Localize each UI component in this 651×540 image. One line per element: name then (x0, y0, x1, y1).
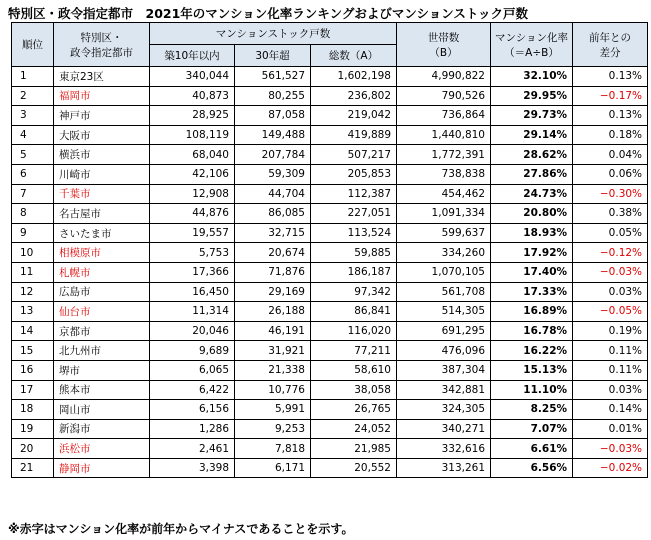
city-name: 広島市 (54, 282, 150, 302)
stock-total-cell: 26,765 (311, 400, 397, 420)
rank-cell: 14 (12, 321, 54, 341)
diff-cell: 0.04% (573, 145, 648, 165)
table-row (12, 106, 648, 126)
diff-cell: 0.11% (573, 341, 648, 361)
households-cell: 342,881 (397, 380, 491, 400)
rank-cell: 21 (12, 458, 54, 478)
rank-cell: 8 (12, 204, 54, 224)
households-cell: 738,838 (397, 164, 491, 184)
households-cell: 332,616 (397, 439, 491, 459)
table-row (12, 223, 648, 243)
stock-total-cell: 186,187 (311, 262, 397, 282)
rank-cell: 13 (12, 302, 54, 322)
stock-within10-cell: 9,689 (150, 341, 235, 361)
stock-total-cell: 219,042 (311, 106, 397, 126)
stock-over30-cell: 7,818 (235, 439, 311, 459)
table-row (12, 360, 648, 380)
header-rate (491, 23, 573, 67)
households-cell: 387,304 (397, 360, 491, 380)
header-region (54, 23, 150, 67)
diff-cell: 0.13% (573, 67, 648, 87)
table-row (12, 125, 648, 145)
diff-cell: 0.13% (573, 106, 648, 126)
header-rank: 順位 (12, 23, 54, 67)
rank-cell: 1 (12, 67, 54, 87)
stock-over30-cell: 32,715 (235, 223, 311, 243)
city-name: 東京23区 (54, 67, 150, 87)
city-name: 北九州市 (54, 341, 150, 361)
households-cell: 1,440,810 (397, 125, 491, 145)
stock-within10-cell: 44,876 (150, 204, 235, 224)
diff-cell: 0.38% (573, 204, 648, 224)
stock-within10-cell: 16,450 (150, 282, 235, 302)
stock-within10-cell: 6,156 (150, 400, 235, 420)
stock-within10-cell: 11,314 (150, 302, 235, 322)
stock-over30-cell: 31,921 (235, 341, 311, 361)
stock-total-cell: 113,524 (311, 223, 397, 243)
households-cell: 736,864 (397, 106, 491, 126)
city-name: 神戸市 (54, 106, 150, 126)
stock-over30-cell: 149,488 (235, 125, 311, 145)
rate-cell: 20.80% (491, 204, 573, 224)
city-name: 京都市 (54, 321, 150, 341)
stock-total-cell: 24,052 (311, 419, 397, 439)
table-body (12, 67, 648, 478)
rate-cell: 28.62% (491, 145, 573, 165)
households-cell: 4,990,822 (397, 67, 491, 87)
rate-cell: 17.92% (491, 243, 573, 263)
households-cell: 561,708 (397, 282, 491, 302)
diff-cell: −0.05% (573, 302, 648, 322)
stock-over30-cell: 207,784 (235, 145, 311, 165)
city-name: 大阪市 (54, 125, 150, 145)
rate-cell: 15.13% (491, 360, 573, 380)
stock-within10-cell: 3,398 (150, 458, 235, 478)
stock-total-cell: 59,885 (311, 243, 397, 263)
diff-cell: 0.19% (573, 321, 648, 341)
households-cell: 334,260 (397, 243, 491, 263)
table-row (12, 282, 648, 302)
rank-cell: 2 (12, 86, 54, 106)
city-name: 相模原市 (54, 243, 150, 263)
stock-over30-cell: 46,191 (235, 321, 311, 341)
rate-cell: 29.14% (491, 125, 573, 145)
header-stock-over30: 30年超 (235, 45, 311, 67)
footnote: ※赤字はマンション化率が前年からマイナスであることを示す。 (8, 522, 354, 536)
stock-within10-cell: 68,040 (150, 145, 235, 165)
rate-cell: 6.61% (491, 439, 573, 459)
rank-cell: 4 (12, 125, 54, 145)
rank-cell: 17 (12, 380, 54, 400)
rate-cell: 17.33% (491, 282, 573, 302)
rate-cell: 29.95% (491, 86, 573, 106)
diff-cell: −0.02% (573, 458, 648, 478)
rate-cell: 29.73% (491, 106, 573, 126)
city-name: 熊本市 (54, 380, 150, 400)
header-rate-line1: マンション化率 (495, 31, 569, 44)
households-cell: 514,305 (397, 302, 491, 322)
households-cell: 1,772,391 (397, 145, 491, 165)
diff-cell: 0.06% (573, 164, 648, 184)
table-row (12, 145, 648, 165)
stock-over30-cell: 21,338 (235, 360, 311, 380)
stock-within10-cell: 1,286 (150, 419, 235, 439)
stock-over30-cell: 5,991 (235, 400, 311, 420)
diff-cell: 0.01% (573, 419, 648, 439)
header-diff-line1: 前年との (589, 31, 632, 44)
rate-cell: 16.89% (491, 302, 573, 322)
households-cell: 1,070,105 (397, 262, 491, 282)
city-name: 浜松市 (54, 439, 150, 459)
households-cell: 340,271 (397, 419, 491, 439)
rank-cell: 3 (12, 106, 54, 126)
rank-cell: 18 (12, 400, 54, 420)
table-row (12, 204, 648, 224)
rate-cell: 7.07% (491, 419, 573, 439)
city-name: さいたま市 (54, 223, 150, 243)
rank-cell: 15 (12, 341, 54, 361)
table-row (12, 184, 648, 204)
stock-over30-cell: 10,776 (235, 380, 311, 400)
rank-cell: 10 (12, 243, 54, 263)
rank-cell: 16 (12, 360, 54, 380)
diff-cell: −0.03% (573, 262, 648, 282)
rank-cell: 5 (12, 145, 54, 165)
stock-total-cell: 116,020 (311, 321, 397, 341)
city-name: 千葉市 (54, 184, 150, 204)
stock-over30-cell: 29,169 (235, 282, 311, 302)
city-name: 札幌市 (54, 262, 150, 282)
city-name: 福岡市 (54, 86, 150, 106)
households-cell: 476,096 (397, 341, 491, 361)
stock-total-cell: 77,211 (311, 341, 397, 361)
stock-total-cell: 205,853 (311, 164, 397, 184)
header-region-line2: 政令指定都市 (70, 46, 133, 59)
rate-cell: 17.40% (491, 262, 573, 282)
households-cell: 599,637 (397, 223, 491, 243)
city-name: 岡山市 (54, 400, 150, 420)
city-name: 新潟市 (54, 419, 150, 439)
table-row (12, 262, 648, 282)
city-name: 仙台市 (54, 302, 150, 322)
stock-within10-cell: 2,461 (150, 439, 235, 459)
rank-cell: 9 (12, 223, 54, 243)
city-name: 川崎市 (54, 164, 150, 184)
table-row (12, 439, 648, 459)
header-households-line1: 世帯数 (427, 31, 460, 44)
table-row (12, 67, 648, 87)
rate-cell: 16.78% (491, 321, 573, 341)
rate-cell: 6.56% (491, 458, 573, 478)
header-households-line2: （B） (429, 46, 458, 59)
table-row (12, 86, 648, 106)
stock-total-cell: 58,610 (311, 360, 397, 380)
stock-total-cell: 227,051 (311, 204, 397, 224)
rank-cell: 20 (12, 439, 54, 459)
stock-total-cell: 1,602,198 (311, 67, 397, 87)
header-rate-line2: （＝A÷B） (504, 46, 559, 59)
diff-cell: −0.17% (573, 86, 648, 106)
city-name: 堺市 (54, 360, 150, 380)
households-cell: 324,305 (397, 400, 491, 420)
stock-within10-cell: 28,925 (150, 106, 235, 126)
rate-cell: 32.10% (491, 67, 573, 87)
stock-within10-cell: 5,753 (150, 243, 235, 263)
stock-within10-cell: 20,046 (150, 321, 235, 341)
header-stock-within10: 築10年以内 (150, 45, 235, 67)
table-row (12, 243, 648, 263)
stock-within10-cell: 12,908 (150, 184, 235, 204)
stock-within10-cell: 340,044 (150, 67, 235, 87)
header-diff (573, 23, 648, 67)
stock-over30-cell: 20,674 (235, 243, 311, 263)
rate-cell: 11.10% (491, 380, 573, 400)
stock-total-cell: 20,552 (311, 458, 397, 478)
stock-within10-cell: 6,065 (150, 360, 235, 380)
stock-over30-cell: 87,058 (235, 106, 311, 126)
table-row (12, 321, 648, 341)
stock-within10-cell: 40,873 (150, 86, 235, 106)
stock-over30-cell: 9,253 (235, 419, 311, 439)
rank-cell: 11 (12, 262, 54, 282)
diff-cell: 0.11% (573, 360, 648, 380)
rate-cell: 24.73% (491, 184, 573, 204)
households-cell: 454,462 (397, 184, 491, 204)
stock-total-cell: 507,217 (311, 145, 397, 165)
households-cell: 790,526 (397, 86, 491, 106)
stock-total-cell: 21,985 (311, 439, 397, 459)
rate-cell: 16.22% (491, 341, 573, 361)
rate-cell: 18.93% (491, 223, 573, 243)
diff-cell: −0.03% (573, 439, 648, 459)
stock-within10-cell: 17,366 (150, 262, 235, 282)
header-stock-total: 総数（A） (311, 45, 397, 67)
city-name: 静岡市 (54, 458, 150, 478)
stock-total-cell: 38,058 (311, 380, 397, 400)
stock-over30-cell: 6,171 (235, 458, 311, 478)
rate-cell: 8.25% (491, 400, 573, 420)
households-cell: 313,261 (397, 458, 491, 478)
rate-cell: 27.86% (491, 164, 573, 184)
stock-within10-cell: 6,422 (150, 380, 235, 400)
stock-over30-cell: 86,085 (235, 204, 311, 224)
stock-total-cell: 112,387 (311, 184, 397, 204)
rank-cell: 6 (12, 164, 54, 184)
stock-over30-cell: 44,704 (235, 184, 311, 204)
table-row (12, 164, 648, 184)
header-region-line1: 特別区・ (80, 31, 123, 44)
stock-total-cell: 236,802 (311, 86, 397, 106)
table-row (12, 302, 648, 322)
households-cell: 691,295 (397, 321, 491, 341)
stock-total-cell: 419,889 (311, 125, 397, 145)
stock-over30-cell: 26,188 (235, 302, 311, 322)
header-diff-line2: 差分 (599, 46, 621, 59)
table-row (12, 380, 648, 400)
stock-over30-cell: 71,876 (235, 262, 311, 282)
households-cell: 1,091,334 (397, 204, 491, 224)
table-row (12, 419, 648, 439)
rank-cell: 12 (12, 282, 54, 302)
header-stock: マンションストック戸数 (150, 23, 397, 45)
diff-cell: −0.30% (573, 184, 648, 204)
table-row (12, 400, 648, 420)
stock-within10-cell: 42,106 (150, 164, 235, 184)
rank-cell: 7 (12, 184, 54, 204)
table-row (12, 341, 648, 361)
diff-cell: 0.14% (573, 400, 648, 420)
stock-over30-cell: 561,527 (235, 67, 311, 87)
diff-cell: 0.05% (573, 223, 648, 243)
stock-within10-cell: 19,557 (150, 223, 235, 243)
stock-total-cell: 86,841 (311, 302, 397, 322)
city-name: 名古屋市 (54, 204, 150, 224)
diff-cell: 0.03% (573, 282, 648, 302)
city-name: 横浜市 (54, 145, 150, 165)
stock-over30-cell: 80,255 (235, 86, 311, 106)
stock-over30-cell: 59,309 (235, 164, 311, 184)
stock-total-cell: 97,342 (311, 282, 397, 302)
page-title: 特別区・政令指定都市 2021年のマンション化率ランキングおよびマンションストック戸数 (8, 6, 529, 21)
diff-cell: −0.12% (573, 243, 648, 263)
diff-cell: 0.03% (573, 380, 648, 400)
header-households (397, 23, 491, 67)
table-row (12, 458, 648, 478)
ranking-table (11, 22, 648, 478)
rank-cell: 19 (12, 419, 54, 439)
diff-cell: 0.18% (573, 125, 648, 145)
stock-within10-cell: 108,119 (150, 125, 235, 145)
